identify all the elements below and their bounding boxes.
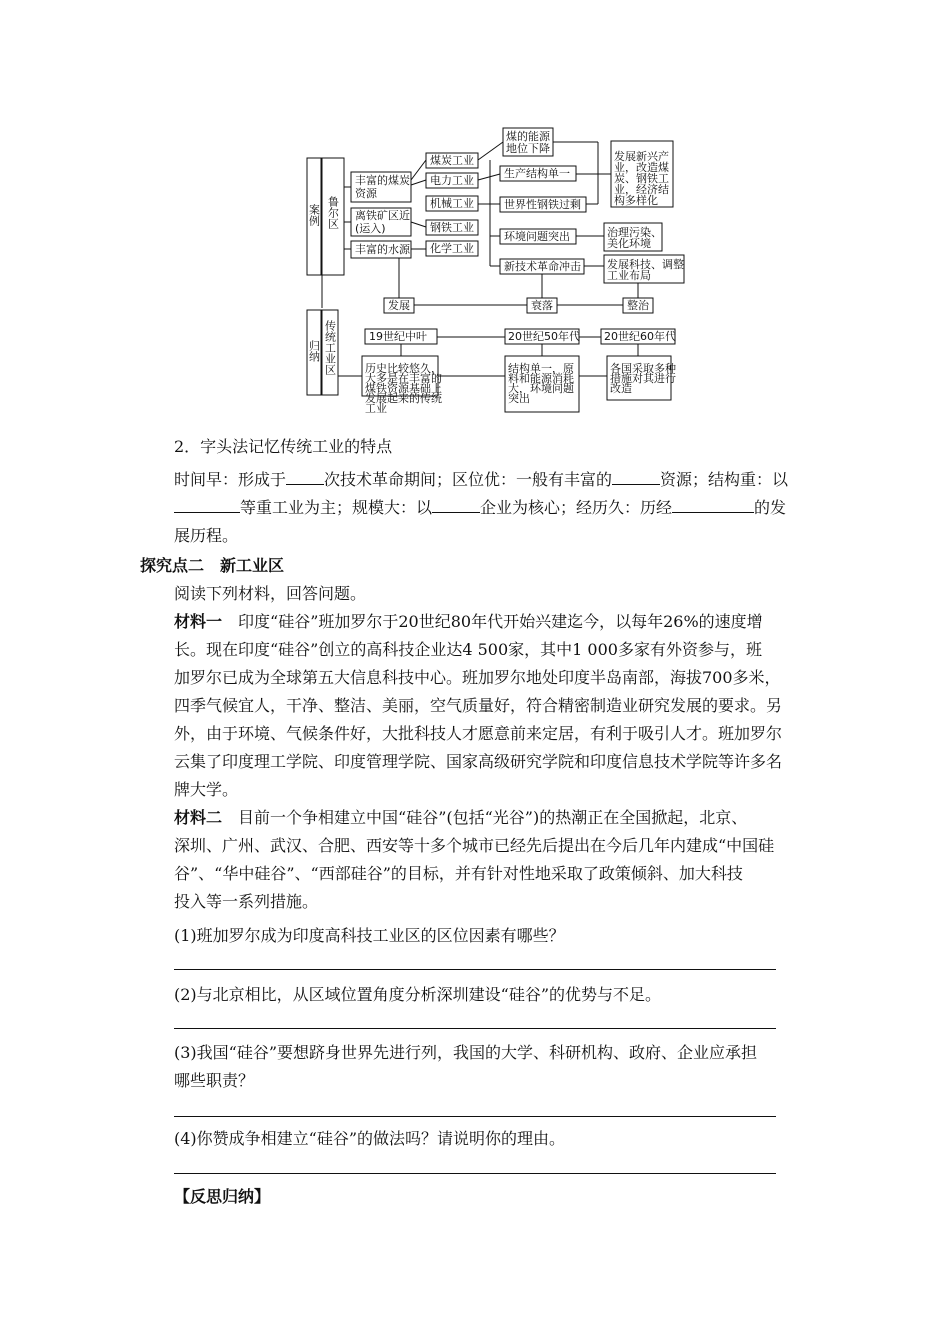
material2-text-1: 目前一个争相建立中国“硅谷”(包括“光谷”)的热潮正在全国掀起，北京、 — [222, 808, 748, 827]
blank-4[interactable] — [432, 498, 480, 513]
industry-1: 煤炭工业 — [430, 154, 474, 167]
industry-2: 电力工业 — [430, 174, 474, 187]
industry-5: 化学工业 — [430, 242, 474, 255]
question-2: (2)与北京相比，从区域位置角度分析深圳建设“硅谷”的优势与不足。 — [174, 985, 662, 1004]
section2-line1 — [174, 470, 788, 490]
factor-2: 离铁矿区近(运入) — [355, 209, 410, 235]
material2-label: 材料二 — [174, 808, 223, 827]
industry-4: 钢铁工业 — [430, 221, 474, 234]
reflection-heading: 【反思归纳】 — [174, 1187, 271, 1206]
answer-line-1[interactable] — [174, 969, 776, 970]
summary-1: 历史比较悠久，大多是在丰富的煤铁资源基础上发展起来的传统工业 — [365, 362, 442, 415]
question-1: (1)班加罗尔成为印度高科技工业区的区位因素有哪些？ — [174, 926, 565, 945]
case-label: 案例 — [307, 204, 321, 226]
stage-renovate: 整治 — [627, 299, 649, 312]
answer-line-4[interactable] — [174, 1173, 776, 1174]
measure-2: 治理污染、美化环境 — [607, 226, 662, 250]
section2-line2 — [174, 498, 786, 518]
section2-heading: 2．字头法记忆传统工业的特点 — [174, 437, 393, 456]
section2-line3: 展历程。 — [174, 526, 239, 545]
blank-3[interactable] — [174, 498, 240, 513]
material1-line-4: 四季气候宜人，干净、整洁、美丽，空气质量好，符合精密制造业研究发展的要求。另 — [174, 696, 783, 715]
problem-4: 环境问题突出 — [504, 230, 570, 243]
blank-2[interactable] — [612, 470, 660, 485]
section2-line2-a: 等重工业为主；规模大：以 — [240, 498, 433, 517]
section2-line1-a: 时间早：形成于 — [174, 470, 287, 489]
answer-line-3[interactable] — [174, 1116, 776, 1117]
problem-2: 生产结构单一 — [504, 167, 570, 180]
factor-1: 丰富的煤炭资源 — [355, 174, 410, 200]
material2-line-3: 谷”、“华中硅谷”、“西部硅谷”的目标，并有针对性地采取了政策倾斜、加大科技 — [174, 864, 743, 883]
answer-line-2[interactable] — [174, 1028, 776, 1029]
summary-3: 各国采取多种措施对其进行改造 — [610, 362, 676, 395]
material1-text-1: 印度“硅谷”班加罗尔于20世纪80年代开始兴建迄今，以每年26%的速度增 — [222, 612, 763, 631]
section2-line1-c: 资源；结构重：以 — [660, 470, 789, 489]
time-1: 19世纪中叶 — [369, 330, 427, 343]
explore-heading: 探究点二 新工业区 — [140, 556, 285, 575]
stage-develop: 发展 — [388, 299, 410, 312]
measure-3: 发展科技、调整工业布局 — [607, 258, 684, 282]
explore-intro: 阅读下列材料，回答问题。 — [174, 584, 367, 603]
factor-3: 丰富的水源 — [355, 243, 410, 256]
ruhr-label: 鲁尔区 — [326, 196, 340, 229]
section2-line2-c: 的发 — [754, 498, 787, 517]
ruhr-concept-diagram — [300, 122, 690, 415]
industry-3: 机械工业 — [430, 197, 474, 210]
section2-line1-b: 次技术革命期间；区位优：一般有丰富的 — [324, 470, 613, 489]
blank-5[interactable] — [672, 498, 754, 513]
stage-decline: 衰落 — [531, 299, 553, 312]
time-3: 20世纪60年代 — [604, 330, 676, 343]
problem-3: 世界性钢铁过剩 — [504, 198, 581, 211]
material1-line-2: 长。现在印度“硅谷”创立的高科技企业达4 500家，其中1 000多家有外资参与，班 — [174, 640, 762, 659]
question-3-line-2: 哪些职责？ — [174, 1071, 255, 1090]
material2-line-4: 投入等一系列措施。 — [174, 892, 319, 911]
measure-1: 发展新兴产业，改造煤炭、钢铁工业，经济结构多样化 — [614, 150, 669, 207]
problem-1: 煤的能源地位下降 — [506, 130, 550, 155]
blank-1[interactable] — [286, 470, 324, 485]
section2-line2-b: 企业为核心；经历久：历经 — [480, 498, 673, 517]
material2-line-1 — [174, 808, 747, 828]
traditional-label: 传统工业区 — [323, 320, 337, 375]
problem-5: 新技术革命冲击 — [504, 260, 581, 273]
material1-line-7: 牌大学。 — [174, 780, 239, 799]
material1-line-5: 外，由于环境、气候条件好，大批科技人才愿意前来定居，有利于吸引人才。班加罗尔 — [174, 724, 783, 743]
question-4: (4)你赞成争相建立“硅谷”的做法吗？请说明你的理由。 — [174, 1129, 566, 1148]
material1-label: 材料一 — [174, 612, 223, 631]
material1-line-1 — [174, 612, 763, 632]
question-3-line-1: (3)我国“硅谷”要想跻身世界先进行列，我国的大学、科研机构、政府、企业应承担 — [174, 1043, 758, 1062]
summary-2: 结构单一，原料和能源消耗大，环境问题突出 — [508, 362, 574, 405]
time-2: 20世纪50年代 — [508, 330, 580, 343]
material1-line-6: 云集了印度理工学院、印度管理学院、国家高级研究学院和印度信息技术学院等许多名 — [174, 752, 783, 771]
material1-line-3: 加罗尔已成为全球第五大信息科技中心。班加罗尔地处印度半岛南部，海拔700多米， — [174, 668, 781, 687]
summary-label: 归纳 — [307, 340, 321, 362]
material2-line-2: 深圳、广州、武汉、合肥、西安等十多个城市已经先后提出在今后几年内建成“中国硅 — [174, 836, 775, 855]
